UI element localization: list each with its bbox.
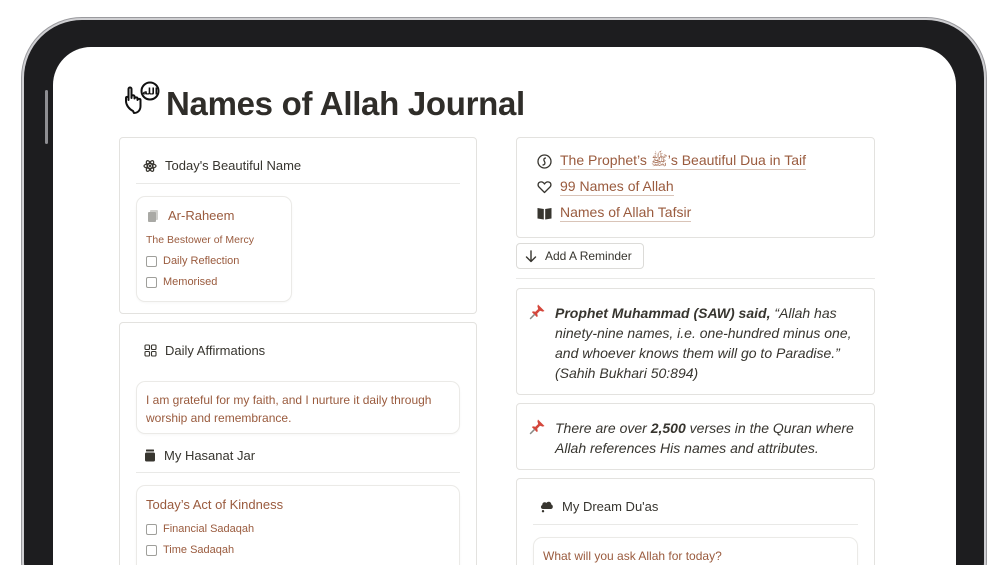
verses-callout (516, 403, 875, 470)
kindness-title: Today’s Act of Kindness (146, 497, 284, 512)
checkbox-row[interactable] (146, 276, 217, 288)
grid-icon (144, 344, 157, 357)
notion-page (53, 47, 956, 565)
add-reminder-label: Add A Reminder (545, 249, 632, 263)
checkbox-label: Time Sadaqah (163, 544, 235, 556)
name-card-title (147, 208, 234, 223)
link-label: 99 Names of Allah (560, 178, 674, 194)
section-heading (144, 343, 265, 358)
jar-icon (144, 449, 156, 462)
divider (533, 524, 858, 525)
time-sadaqah-checkbox[interactable] (146, 545, 157, 556)
pushpin-icon (529, 303, 546, 320)
hadith-callout (516, 288, 875, 395)
hasanat-heading: My Hasanat Jar (164, 448, 256, 463)
pushpin-icon (529, 418, 546, 435)
checkbox-row[interactable] (146, 255, 239, 267)
side-button (45, 90, 48, 144)
links-section (516, 137, 875, 238)
thought-bubble-icon (540, 500, 554, 513)
affirmation-text: I am grateful for my faith, and I nurture it daily through worship and remembrance. (146, 393, 432, 425)
checkbox-label: Memorised (163, 276, 218, 288)
daily-reflection-checkbox[interactable] (146, 256, 157, 267)
link-label: The Prophet’s ﷺ’s Beautiful Dua in Taif (560, 152, 806, 168)
affirmations-section (119, 322, 477, 565)
checkbox-label: Daily Reflection (163, 255, 240, 267)
divider (136, 472, 460, 473)
verses-text (555, 418, 860, 458)
affirmations-heading: Daily Affirmations (165, 343, 266, 358)
verses-text-end: verses in the Quran where Allah references His names and attributes. (555, 420, 854, 456)
memorised-checkbox[interactable] (146, 277, 157, 288)
kindness-card[interactable] (136, 485, 460, 565)
affirmation-card[interactable] (136, 381, 460, 434)
hadith-text (555, 303, 860, 383)
heart-icon (537, 180, 552, 194)
arrow-down-icon (525, 250, 537, 263)
beautiful-name-heading: Today's Beautiful Name (165, 158, 302, 173)
link-label: Names of Allah Tafsir (560, 204, 692, 220)
name-value: Ar-Raheem (168, 208, 235, 223)
verses-text-start: There are over (555, 420, 651, 436)
checkbox-row[interactable] (146, 523, 254, 535)
pointing-hand-icon (121, 81, 161, 121)
beautiful-name-section (119, 137, 477, 314)
link-tafsir[interactable] (537, 200, 806, 226)
divider (516, 278, 875, 279)
page-title: Names of Allah Journal (166, 85, 525, 122)
add-reminder-button[interactable] (516, 243, 644, 269)
link-99-names[interactable] (537, 174, 806, 200)
section-heading (143, 158, 301, 173)
prophet-symbol-icon (537, 154, 552, 169)
dua-card[interactable] (533, 537, 858, 565)
open-book-icon (537, 207, 552, 220)
hadith-attribution: Prophet Muhammad (SAW) said, (555, 305, 771, 321)
checkbox-row[interactable] (146, 544, 234, 556)
checkbox-label: Financial Sadaqah (163, 523, 255, 535)
name-card[interactable] (136, 196, 292, 302)
pages-icon (147, 209, 160, 222)
divider (136, 183, 460, 184)
name-meaning: The Bestower of Mercy (146, 234, 254, 246)
link-prophet-dua[interactable] (537, 148, 806, 174)
dua-prompt: What will you ask Allah for today? (543, 549, 722, 563)
hadith-quote: “Allah has ninety-nine names, i.e. one-hundred minus one, and whoever knows them will go to Paradise.” (Sahih Bukhari 50:894) (555, 305, 852, 381)
verses-count: 2,500 (650, 420, 686, 436)
section-heading (144, 448, 255, 463)
financial-sadaqah-checkbox[interactable] (146, 524, 157, 535)
dream-duas-section (516, 478, 875, 565)
atom-icon (143, 159, 157, 173)
svg-text:الله: الله (142, 87, 158, 98)
section-heading (540, 499, 658, 514)
link-list (537, 148, 806, 226)
dream-duas-heading: My Dream Du'as (562, 499, 659, 514)
